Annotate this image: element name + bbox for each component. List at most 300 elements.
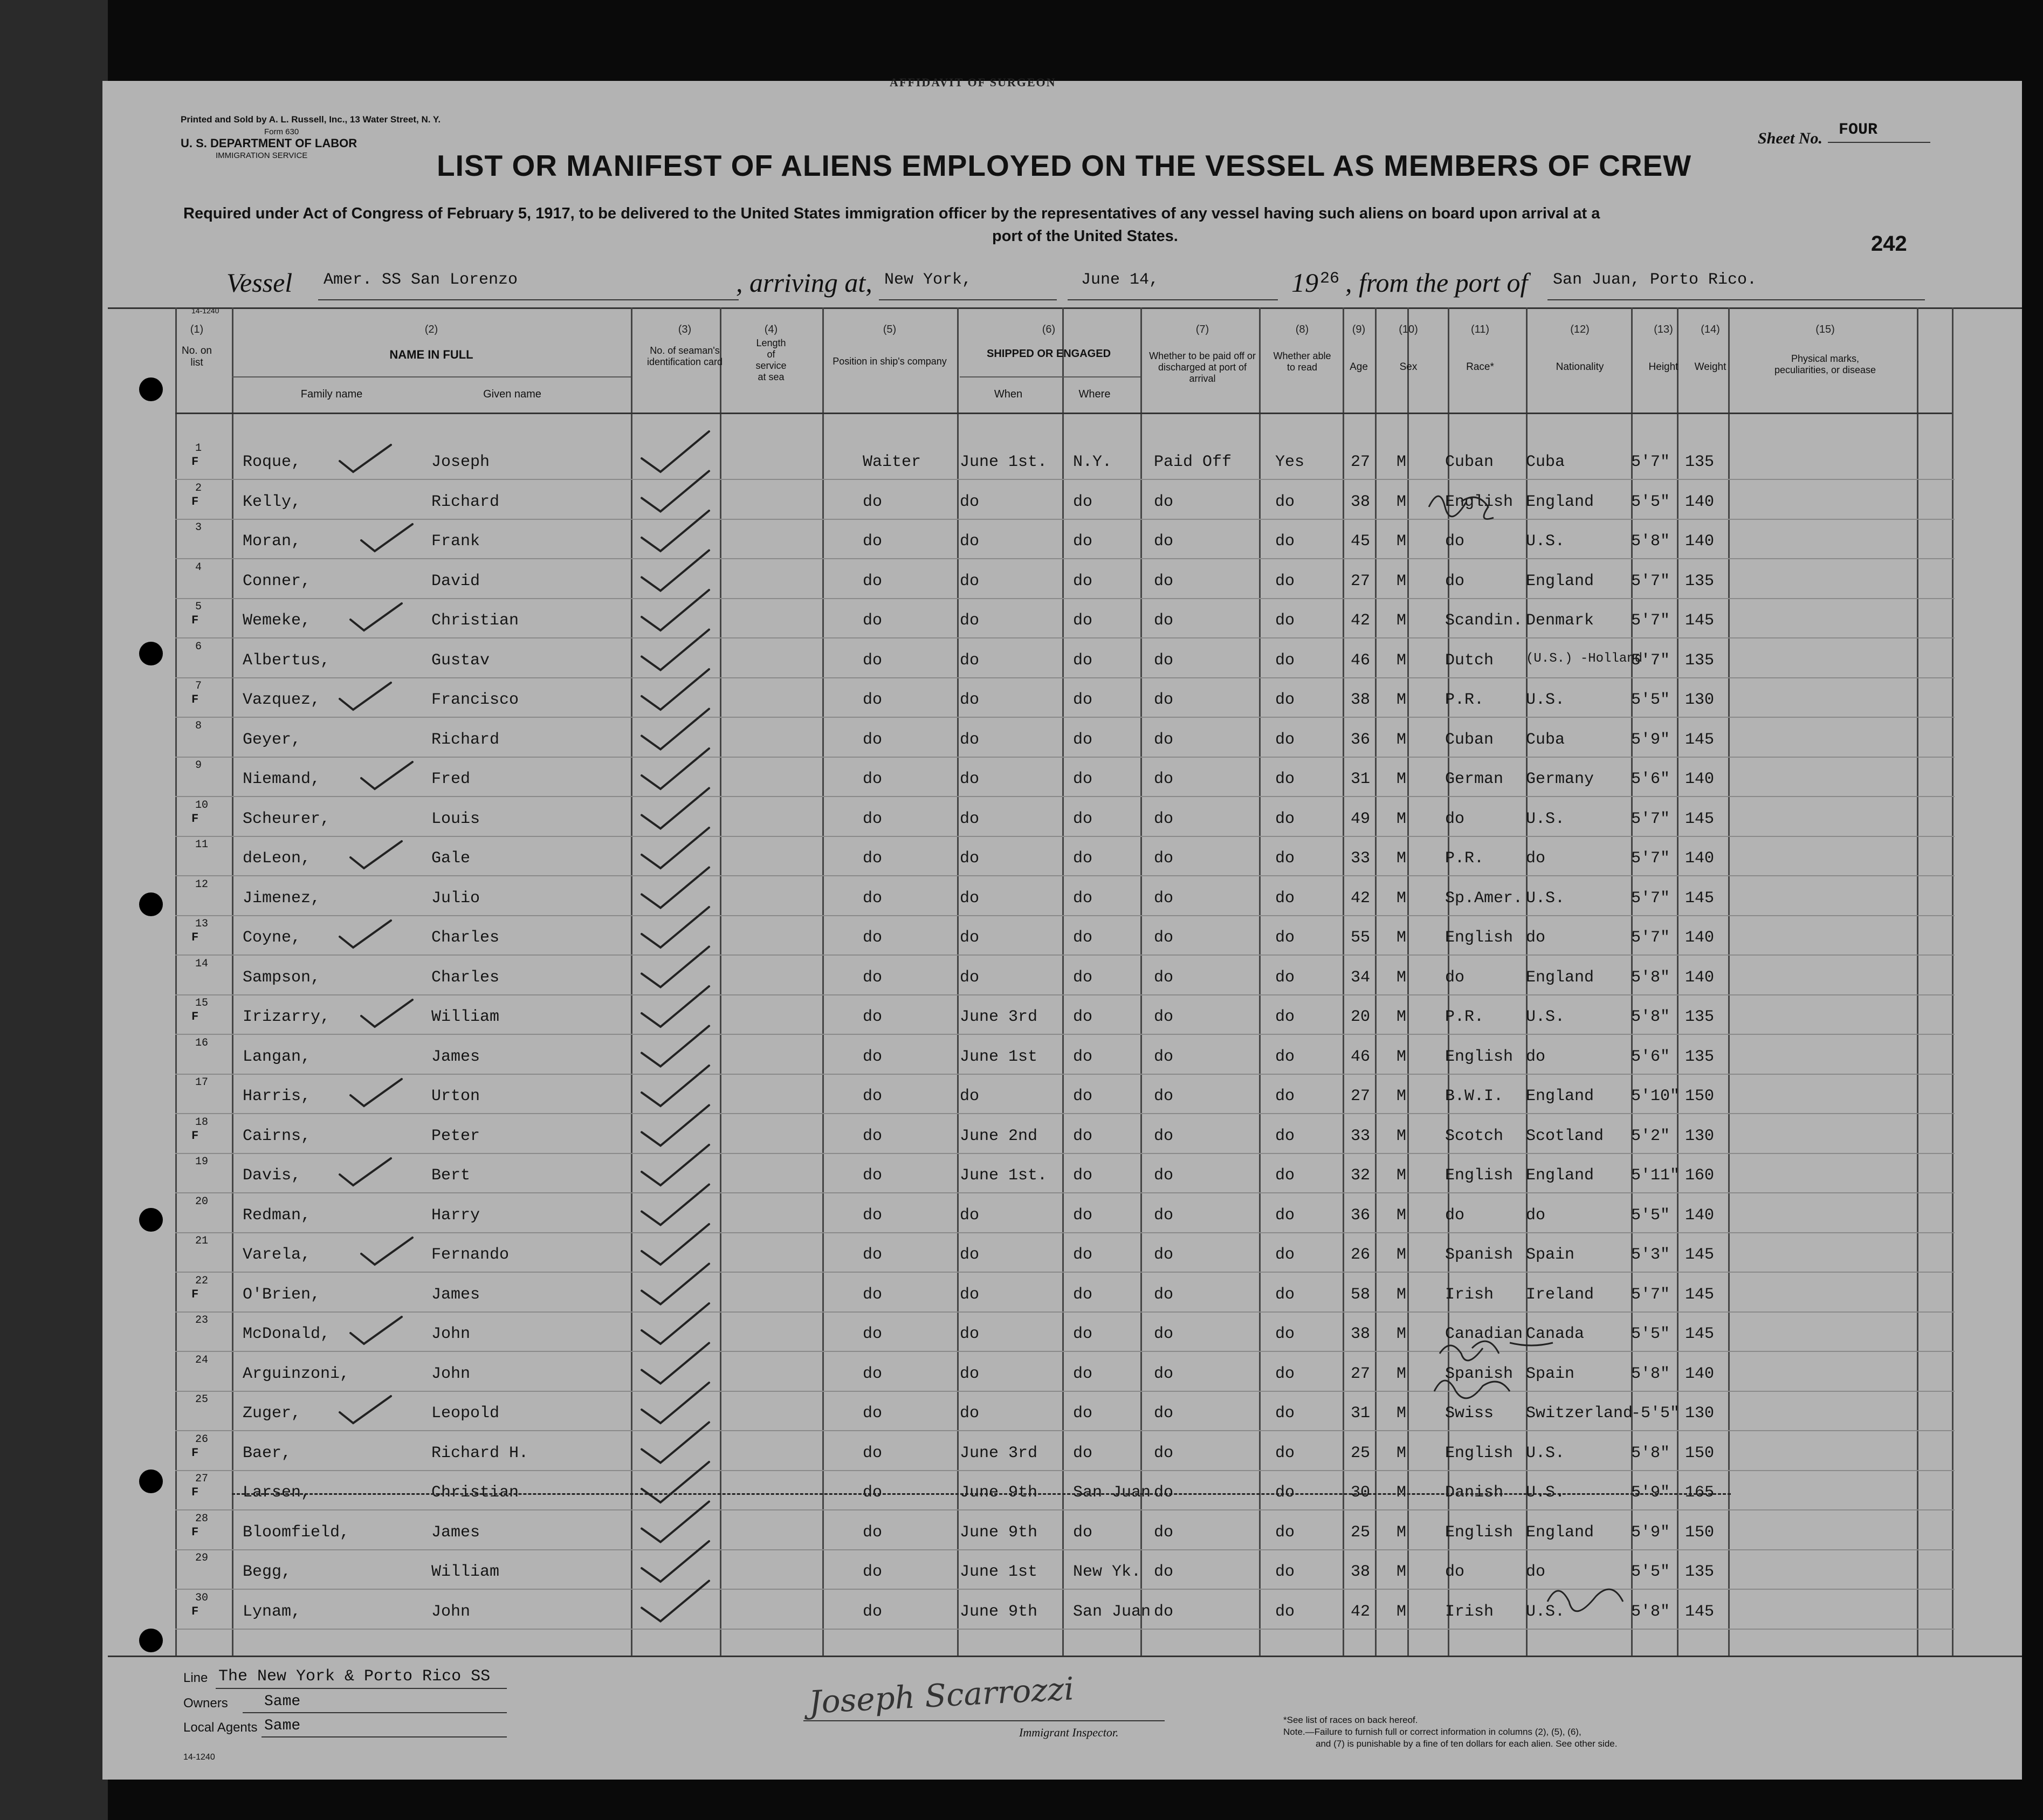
shipped-when-cell: June 1st xyxy=(960,1047,1038,1066)
check-mark-icon xyxy=(642,709,709,750)
sex-cell: M xyxy=(1397,1246,1407,1264)
able-to-read-cell: do xyxy=(1275,691,1295,709)
able-to-read-cell: do xyxy=(1275,1364,1295,1383)
check-mark-icon xyxy=(642,471,709,512)
position-cell: do xyxy=(863,1246,883,1264)
shipped-where-cell: do xyxy=(1073,1285,1093,1304)
flag-cell: F xyxy=(191,931,199,944)
footer-rule xyxy=(108,1656,2022,1657)
binder-hole xyxy=(139,892,163,916)
nationality-cell: Cuba xyxy=(1526,730,1565,749)
nationality-cell: Canada xyxy=(1526,1325,1585,1343)
age-cell: 27 xyxy=(1351,453,1371,471)
paid-off-cell: do xyxy=(1154,770,1174,788)
weight-cell: 130 xyxy=(1685,691,1715,709)
inspector-signature: Joseph Scarrozzi xyxy=(808,1670,1075,1721)
flag-cell: F xyxy=(191,495,199,509)
check-mark-icon xyxy=(340,445,391,472)
weight-cell: 130 xyxy=(1685,1404,1715,1423)
nationality-cell: do xyxy=(1526,1206,1546,1225)
height-cell: 5'8" xyxy=(1631,1444,1670,1462)
height-cell: 5'7" xyxy=(1631,929,1670,947)
col7-number: (7) xyxy=(1195,324,1209,335)
position-cell: do xyxy=(863,929,883,947)
given-name-cell: John xyxy=(431,1602,471,1621)
adjacent-page-edge xyxy=(0,0,108,1820)
given-name-cell: Fred xyxy=(431,770,471,788)
sex-cell: M xyxy=(1397,453,1407,471)
age-cell: 42 xyxy=(1351,612,1371,630)
paid-off-cell: Paid Off xyxy=(1154,453,1232,471)
weight-cell: 135 xyxy=(1685,572,1715,590)
sheet-number: FOUR xyxy=(1839,121,1878,139)
able-to-read-cell: do xyxy=(1275,929,1295,947)
shipped-where-cell: do xyxy=(1073,1404,1093,1423)
shipped-when-cell: do xyxy=(960,1246,980,1264)
list-number-cell: 23 xyxy=(195,1314,209,1327)
height-cell: 5'7" xyxy=(1631,572,1670,590)
weight-cell: 145 xyxy=(1685,889,1715,908)
shipped-when-cell: do xyxy=(960,968,980,987)
position-cell: do xyxy=(863,1285,883,1304)
paid-off-cell: do xyxy=(1154,1206,1174,1225)
paid-off-cell: do xyxy=(1154,929,1174,947)
check-mark-icon xyxy=(642,1303,709,1344)
paid-off-cell: do xyxy=(1154,532,1174,551)
weight-cell: 140 xyxy=(1685,492,1715,511)
nationality-cell: Scotland xyxy=(1526,1127,1604,1145)
shipped-when-cell: do xyxy=(960,691,980,709)
shipped-when-cell: do xyxy=(960,1364,980,1383)
given-name-cell: Urton xyxy=(431,1087,480,1105)
list-number-cell: 29 xyxy=(195,1552,209,1564)
able-to-read-cell: do xyxy=(1275,1127,1295,1145)
race-cell: Cuban xyxy=(1445,730,1494,749)
weight-cell: 145 xyxy=(1685,730,1715,749)
check-mark-icon xyxy=(642,1462,709,1502)
weight-cell: 160 xyxy=(1685,1166,1715,1185)
col8-header: Whether able to read xyxy=(1273,351,1331,373)
shipped-when-cell: do xyxy=(960,492,980,511)
list-number-cell: 8 xyxy=(195,719,202,732)
col5-header: Position in ship's company xyxy=(833,356,947,367)
position-cell: do xyxy=(863,1206,883,1225)
shipped-where-cell: do xyxy=(1073,809,1093,828)
check-mark-icon xyxy=(350,841,402,868)
family-name-cell: Scheurer, xyxy=(243,809,331,828)
col12-number: (12) xyxy=(1570,324,1590,335)
check-mark-icon xyxy=(340,921,391,947)
position-cell: do xyxy=(863,1563,883,1581)
paid-off-cell: do xyxy=(1154,968,1174,987)
col4-header: Length of service at sea xyxy=(755,338,787,382)
paid-off-cell: do xyxy=(1154,1404,1174,1423)
shipped-when-cell: June 1st. xyxy=(960,1166,1048,1185)
shipped-when-cell: do xyxy=(960,1285,980,1304)
paid-off-cell: do xyxy=(1154,1008,1174,1026)
nationality-cell: Denmark xyxy=(1526,612,1594,630)
position-cell: do xyxy=(863,1047,883,1066)
check-mark-icon xyxy=(642,907,709,947)
family-name-cell: Larsen, xyxy=(243,1484,311,1502)
list-number-cell: 16 xyxy=(195,1036,209,1049)
given-name-cell: James xyxy=(431,1047,480,1066)
shipped-where-cell: do xyxy=(1073,968,1093,987)
given-name-cell: David xyxy=(431,572,480,590)
list-number-cell: 5 xyxy=(195,601,202,613)
list-number-cell: 19 xyxy=(195,1156,209,1168)
col1-header: No. on list xyxy=(182,345,212,368)
check-mark-icon xyxy=(642,1066,709,1106)
shipped-when-cell: do xyxy=(960,572,980,590)
race-cell: English xyxy=(1445,1523,1514,1542)
arriving-label: , arriving at, xyxy=(736,267,872,298)
nationality-cell: (U.S.) -Holland xyxy=(1526,651,1643,666)
list-number-cell: 12 xyxy=(195,878,209,891)
arrival-date: June 14, xyxy=(1081,271,1159,289)
col3-number: (3) xyxy=(678,324,692,335)
paid-off-cell: do xyxy=(1154,1484,1174,1502)
given-name-cell: John xyxy=(431,1364,471,1383)
position-cell: do xyxy=(863,1602,883,1621)
nationality-cell: England xyxy=(1526,1523,1594,1542)
shipped-where-cell: do xyxy=(1073,532,1093,551)
nationality-cell: Ireland xyxy=(1526,1285,1594,1304)
col7-header: Whether to be paid off or discharged at port of arrival xyxy=(1149,351,1256,384)
able-to-read-cell: do xyxy=(1275,1285,1295,1304)
given-name-cell: John xyxy=(431,1325,471,1343)
col10-number: (10) xyxy=(1399,324,1418,335)
weight-cell: 145 xyxy=(1685,612,1715,630)
given-name-cell: William xyxy=(431,1563,500,1581)
list-number-cell: 3 xyxy=(195,521,202,534)
check-mark-icon xyxy=(642,630,709,670)
departure-port: San Juan, Porto Rico. xyxy=(1553,271,1757,289)
shipped-where-cell: do xyxy=(1073,1444,1093,1462)
check-mark-icon xyxy=(642,551,709,591)
check-mark-icon xyxy=(642,1423,709,1463)
nationality-cell: do xyxy=(1526,849,1546,868)
col9-number: (9) xyxy=(1352,324,1366,335)
sex-cell: M xyxy=(1397,651,1407,670)
weight-cell: 135 xyxy=(1685,1563,1715,1581)
shipped-where-cell: New Yk. xyxy=(1073,1563,1141,1581)
col4-number: (4) xyxy=(764,324,778,335)
race-cell: Sp.Amer. xyxy=(1445,889,1523,908)
paid-off-cell: do xyxy=(1154,1602,1174,1621)
binder-hole xyxy=(139,377,163,401)
col5-number: (5) xyxy=(883,324,897,335)
check-mark-icon xyxy=(642,1026,709,1067)
shipped-where-cell: do xyxy=(1073,1166,1093,1185)
race-cell: Swiss xyxy=(1445,1404,1494,1423)
weight-cell: 135 xyxy=(1685,651,1715,670)
height-cell: 5'7" xyxy=(1631,1285,1670,1304)
age-cell: 27 xyxy=(1351,572,1371,590)
position-cell: do xyxy=(863,809,883,828)
race-cell: Scandin. xyxy=(1445,612,1523,630)
agents-label: Local Agents xyxy=(183,1720,258,1735)
inspector-label: Immigrant Inspector. xyxy=(1019,1726,1119,1739)
able-to-read-cell: do xyxy=(1275,1246,1295,1264)
age-cell: 42 xyxy=(1351,1602,1371,1621)
age-cell: 30 xyxy=(1351,1484,1371,1502)
sex-cell: M xyxy=(1397,1206,1407,1225)
year-suffix: 26 xyxy=(1320,270,1340,288)
able-to-read-cell: do xyxy=(1275,809,1295,828)
position-cell: do xyxy=(863,492,883,511)
check-mark-icon xyxy=(340,1158,391,1185)
list-number-cell: 11 xyxy=(195,839,209,851)
sex-cell: M xyxy=(1397,492,1407,511)
position-cell: do xyxy=(863,849,883,868)
list-number-cell: 7 xyxy=(195,680,202,692)
given-name-cell: Peter xyxy=(431,1127,480,1145)
col9-header: Age xyxy=(1350,361,1368,373)
race-cell: Spanish xyxy=(1445,1246,1514,1264)
family-name-cell: Jimenez, xyxy=(243,889,321,908)
race-cell: do xyxy=(1445,1206,1465,1225)
col14-header: Weight xyxy=(1694,361,1726,373)
position-cell: do xyxy=(863,572,883,590)
race-cell: P.R. xyxy=(1445,691,1484,709)
subtitle-line-2: port of the United States. xyxy=(992,228,1178,245)
height-cell: 5'10" xyxy=(1631,1087,1680,1105)
check-mark-icon xyxy=(642,1541,709,1582)
family-name-cell: Varela, xyxy=(243,1246,311,1264)
height-cell: 5'7" xyxy=(1631,849,1670,868)
col2-header: NAME IN FULL xyxy=(389,348,473,361)
owners-value: Same xyxy=(264,1693,301,1710)
col12-header: Nationality xyxy=(1556,361,1604,373)
list-number-cell: 10 xyxy=(195,799,209,812)
height-cell: 5'6" xyxy=(1631,1047,1670,1066)
shipped-when-cell: do xyxy=(960,1206,980,1225)
where-header: Where xyxy=(1078,388,1111,400)
nationality-cell: England xyxy=(1526,968,1594,987)
flag-cell: F xyxy=(191,1010,199,1024)
position-cell: do xyxy=(863,770,883,788)
when-header: When xyxy=(994,388,1023,400)
family-name-cell: Irizarry, xyxy=(243,1008,331,1026)
family-name-cell: Vazquez, xyxy=(243,691,321,709)
height-cell: 5'2" xyxy=(1631,1127,1670,1145)
sex-cell: M xyxy=(1397,1602,1407,1621)
able-to-read-cell: Yes xyxy=(1275,453,1305,471)
binder-hole xyxy=(139,1469,163,1493)
list-number-cell: 17 xyxy=(195,1076,209,1089)
shipped-when-cell: June 3rd xyxy=(960,1444,1038,1462)
flag-cell: F xyxy=(191,614,199,627)
weight-cell: 145 xyxy=(1685,1325,1715,1343)
weight-cell: 165 xyxy=(1685,1484,1715,1502)
given-name-cell: Gustav xyxy=(431,651,490,670)
binder-hole xyxy=(139,1208,163,1232)
check-mark-icon xyxy=(642,828,709,868)
age-cell: 42 xyxy=(1351,889,1371,908)
height-cell: 5'5" xyxy=(1631,492,1670,511)
paid-off-cell: do xyxy=(1154,889,1174,908)
paid-off-cell: do xyxy=(1154,1563,1174,1581)
age-cell: 45 xyxy=(1351,532,1371,551)
sex-cell: M xyxy=(1397,1364,1407,1383)
able-to-read-cell: do xyxy=(1275,1563,1295,1581)
height-cell: -5'5" xyxy=(1631,1404,1680,1423)
list-number-cell: 30 xyxy=(195,1591,209,1604)
check-mark-icon xyxy=(350,1079,402,1106)
given-name-cell: Gale xyxy=(431,849,471,868)
age-cell: 33 xyxy=(1351,849,1371,868)
form-code-bottom: 14-1240 xyxy=(183,1753,215,1762)
list-number-cell: 20 xyxy=(195,1195,209,1208)
handwritten-correction-german xyxy=(1434,1381,1510,1398)
paid-off-cell: do xyxy=(1154,1444,1174,1462)
sex-cell: M xyxy=(1397,770,1407,788)
able-to-read-cell: do xyxy=(1275,1047,1295,1066)
height-cell: 5'8" xyxy=(1631,968,1670,987)
given-name-cell: Fernando xyxy=(431,1246,510,1264)
paid-off-cell: do xyxy=(1154,1325,1174,1343)
nationality-cell: U.S. xyxy=(1526,532,1565,551)
family-name-cell: Moran, xyxy=(243,532,301,551)
check-mark-icon xyxy=(361,1000,412,1027)
age-cell: 26 xyxy=(1351,1246,1371,1264)
list-number-cell: 18 xyxy=(195,1116,209,1129)
check-mark-icon xyxy=(361,762,412,789)
height-cell: 5'7" xyxy=(1631,889,1670,908)
owners-label: Owners xyxy=(183,1696,228,1711)
check-mark-icon xyxy=(642,947,709,987)
position-cell: do xyxy=(863,1404,883,1423)
race-cell: German xyxy=(1445,770,1504,788)
position-cell: do xyxy=(863,1364,883,1383)
height-cell: 5'6" xyxy=(1631,770,1670,788)
family-name-cell: O'Brien, xyxy=(243,1285,321,1304)
flag-cell: F xyxy=(191,812,199,826)
list-number-cell: 4 xyxy=(195,561,202,574)
race-cell: Irish xyxy=(1445,1285,1494,1304)
signature-underline xyxy=(803,1720,1165,1721)
height-cell: 5'9" xyxy=(1631,1484,1670,1502)
height-cell: 5'8" xyxy=(1631,1008,1670,1026)
height-cell: 5'5" xyxy=(1631,1325,1670,1343)
given-name-cell: Julio xyxy=(431,889,480,908)
family-name-cell: Sampson, xyxy=(243,968,321,987)
able-to-read-cell: do xyxy=(1275,1444,1295,1462)
age-cell: 27 xyxy=(1351,1364,1371,1383)
sex-cell: M xyxy=(1397,889,1407,908)
given-name-cell: Leopold xyxy=(431,1404,500,1423)
page-number: 242 xyxy=(1871,232,1907,256)
family-name-cell: Bloomfield, xyxy=(243,1523,350,1542)
family-name-cell: Albertus, xyxy=(243,651,331,670)
check-mark-icon xyxy=(642,1145,709,1185)
col15-number: (15) xyxy=(1815,324,1835,335)
top-margin-text: AFFIDAVIT OF SURGEON xyxy=(890,75,1056,89)
document-title: LIST OR MANIFEST OF ALIENS EMPLOYED ON THE VESSEL AS MEMBERS OF CREW xyxy=(437,149,1692,182)
age-cell: 36 xyxy=(1351,1206,1371,1225)
given-name-cell: Richard H. xyxy=(431,1444,529,1462)
able-to-read-cell: do xyxy=(1275,1087,1295,1105)
flag-cell: F xyxy=(191,1446,199,1460)
printer-line: Printed and Sold by A. L. Russell, Inc., 13 Water Street, N. Y. xyxy=(181,114,441,125)
line-label: Line xyxy=(183,1671,208,1685)
position-cell: do xyxy=(863,1325,883,1343)
age-cell: 27 xyxy=(1351,1087,1371,1105)
position-cell: do xyxy=(863,1127,883,1145)
family-name-cell: Zuger, xyxy=(243,1404,301,1423)
check-mark-icon xyxy=(642,1581,709,1622)
list-number-cell: 15 xyxy=(195,997,209,1009)
nationality-cell: U.S. xyxy=(1526,1008,1565,1026)
paid-off-cell: do xyxy=(1154,572,1174,590)
department: U. S. DEPARTMENT OF LABOR xyxy=(181,136,357,150)
weight-cell: 145 xyxy=(1685,1246,1715,1264)
race-cell: B.W.I. xyxy=(1445,1087,1504,1105)
weight-cell: 140 xyxy=(1685,1364,1715,1383)
able-to-read-cell: do xyxy=(1275,612,1295,630)
shipped-when-cell: do xyxy=(960,532,980,551)
given-name-cell: Charles xyxy=(431,929,500,947)
family-name-cell: McDonald, xyxy=(243,1325,331,1343)
shipped-when-cell: do xyxy=(960,1404,980,1423)
paid-off-cell: do xyxy=(1154,1166,1174,1185)
weight-cell: 150 xyxy=(1685,1444,1715,1462)
height-cell: 5'8" xyxy=(1631,532,1670,551)
shipped-where-cell: do xyxy=(1073,770,1093,788)
col11-number: (11) xyxy=(1470,324,1490,335)
col15-header: Physical marks, peculiarities, or disease xyxy=(1774,353,1876,375)
able-to-read-cell: do xyxy=(1275,651,1295,670)
race-cell: English xyxy=(1445,929,1514,947)
family-name-header: Family name xyxy=(300,388,363,400)
sex-cell: M xyxy=(1397,929,1407,947)
list-number-cell: 6 xyxy=(195,640,202,653)
able-to-read-cell: do xyxy=(1275,1008,1295,1026)
given-name-cell: James xyxy=(431,1523,480,1542)
able-to-read-cell: do xyxy=(1275,1206,1295,1225)
shipped-where-cell: do xyxy=(1073,1206,1093,1225)
check-mark-icon xyxy=(642,1185,709,1225)
list-number-cell: 13 xyxy=(195,918,209,930)
check-mark-icon xyxy=(642,1343,709,1384)
list-number-cell: 22 xyxy=(195,1274,209,1287)
line-underline xyxy=(216,1688,507,1689)
year-prefix: 19 xyxy=(1291,267,1318,298)
able-to-read-cell: do xyxy=(1275,532,1295,551)
able-to-read-cell: do xyxy=(1275,1166,1295,1185)
check-mark-icon xyxy=(642,1383,709,1423)
shipped-when-cell: June 3rd xyxy=(960,1008,1038,1026)
race-cell: do xyxy=(1445,532,1465,551)
age-cell: 38 xyxy=(1351,1563,1371,1581)
shipped-where-cell: do xyxy=(1073,492,1093,511)
list-number-cell: 26 xyxy=(195,1433,209,1446)
race-cell: do xyxy=(1445,572,1465,590)
race-cell: P.R. xyxy=(1445,1008,1484,1026)
height-cell: 5'3" xyxy=(1631,1246,1670,1264)
nationality-cell: Cuba xyxy=(1526,453,1565,471)
shipped-where-cell: do xyxy=(1073,1008,1093,1026)
position-cell: do xyxy=(863,1484,883,1502)
position-cell: do xyxy=(863,612,883,630)
shipped-where-cell: do xyxy=(1073,651,1093,670)
nationality-cell: U.S. xyxy=(1526,1602,1565,1621)
shipped-when-cell: June 9th xyxy=(960,1523,1038,1542)
given-name-cell: Bert xyxy=(431,1166,471,1185)
shipped-where-cell: do xyxy=(1073,929,1093,947)
shipped-where-cell: do xyxy=(1073,730,1093,749)
